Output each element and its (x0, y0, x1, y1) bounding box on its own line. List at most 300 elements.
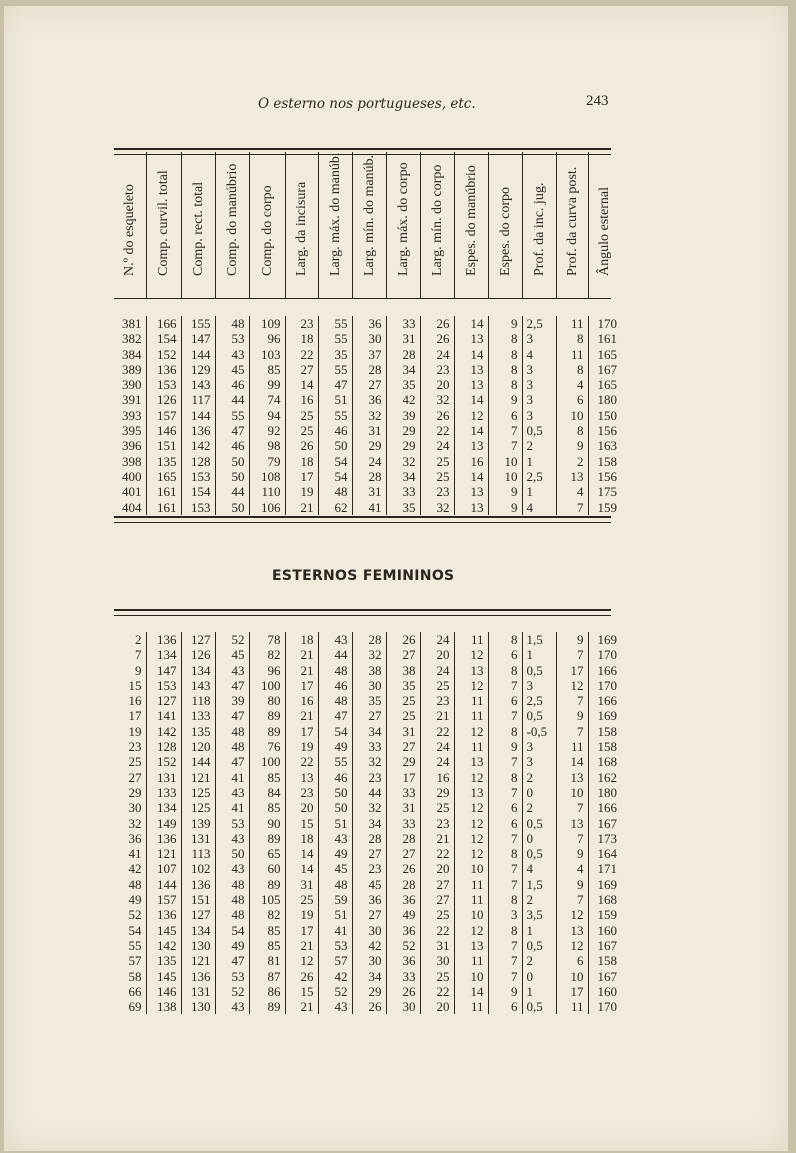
table-cell: 47 (318, 377, 352, 392)
table-cell: 18 (285, 331, 318, 346)
table-cell: 157 (146, 892, 181, 907)
table-cell: 7 (488, 754, 522, 769)
table-cell: 131 (181, 984, 215, 999)
table-cell: 21 (285, 647, 318, 662)
table-cell: 16 (285, 693, 318, 708)
table-cell: 43 (215, 785, 249, 800)
table-cell: 133 (181, 708, 215, 723)
table-cell: 25 (386, 708, 420, 723)
table-cell: 16 (420, 770, 454, 785)
table-cell: 32 (420, 500, 454, 515)
table-cell: 15 (128, 677, 142, 693)
table-cell: 2 (135, 632, 142, 647)
table-cell: 3 (522, 754, 556, 769)
table-cell: 12 (556, 938, 588, 953)
table-cell: 171 (588, 861, 621, 876)
table-cell: 57 (318, 953, 352, 968)
table-cell: 142 (146, 724, 181, 739)
table-cell: 7 (488, 423, 522, 438)
table-cell: 52 (215, 984, 249, 999)
table-cell: 10 (488, 469, 522, 484)
table-cell: 12 (454, 846, 488, 861)
table-cell: 165 (588, 347, 621, 362)
table-cell: 35 (318, 347, 352, 362)
table-cell: 98 (249, 438, 285, 453)
table-cell: 48 (215, 724, 249, 739)
table-cell: 14 (285, 377, 318, 392)
table-cell: 12 (454, 408, 488, 423)
table-cell: 143 (181, 678, 215, 693)
table-cell: 126 (146, 392, 181, 407)
table-cell: 99 (249, 377, 285, 392)
table-cell: 32 (352, 800, 386, 815)
table-cell: 21 (285, 999, 318, 1014)
table-cell: 27 (285, 362, 318, 377)
table-cell: 12 (556, 907, 588, 922)
table-cell: 26 (420, 316, 454, 331)
table-cell: 12 (556, 678, 588, 693)
table-cell: 6 (488, 800, 522, 815)
table-cell: 11 (454, 999, 488, 1014)
table-cell: 41 (215, 800, 249, 815)
header-bottom-rule (114, 298, 611, 299)
table-cell: 32 (352, 754, 386, 769)
table-cell: 8 (488, 632, 522, 647)
table-cell: 9 (556, 877, 588, 892)
table-row (114, 846, 621, 861)
table-cell: 19 (285, 484, 318, 499)
table-cell: 25 (420, 907, 454, 922)
table-cell: 173 (588, 831, 621, 846)
table-cell: 18 (285, 632, 318, 647)
table-cell: 29 (420, 785, 454, 800)
table-cell: 156 (588, 423, 621, 438)
table-cell: 20 (285, 800, 318, 815)
table-cell: 180 (588, 392, 621, 407)
table-cell: 17 (285, 678, 318, 693)
table-cell: 55 (128, 937, 142, 953)
table-cell: 6 (488, 816, 522, 831)
table-cell: 157 (146, 408, 181, 423)
column-header (285, 152, 318, 298)
table-cell: 26 (386, 984, 420, 999)
table-cell: 401 (122, 484, 142, 500)
table-cell: 52 (386, 938, 420, 953)
table-cell: 7 (488, 861, 522, 876)
table-cell: 9 (488, 484, 522, 499)
table-cell: 50 (215, 500, 249, 515)
table-row (114, 500, 621, 515)
table-row (114, 892, 621, 907)
table-cell: 398 (122, 453, 142, 469)
table-cell: 89 (249, 999, 285, 1014)
table-cell: 27 (420, 892, 454, 907)
table-cell: 42 (318, 969, 352, 984)
table-cell: 55 (318, 408, 352, 423)
table-cell: 13 (285, 770, 318, 785)
table-cell: 144 (181, 408, 215, 423)
table-cell: 54 (128, 922, 142, 938)
table-cell: 36 (352, 892, 386, 907)
table-cell: 47 (215, 423, 249, 438)
table-cell: 69 (128, 999, 142, 1015)
table-cell: 48 (318, 484, 352, 499)
table-cell: 7 (488, 678, 522, 693)
table-cell: 89 (249, 708, 285, 723)
table-cell: 7 (488, 438, 522, 453)
table-cell: 16 (285, 392, 318, 407)
table-cell: 38 (352, 663, 386, 678)
table-cell: 102 (181, 861, 215, 876)
table-row (114, 984, 621, 999)
table-cell: 2,5 (522, 316, 556, 331)
table-cell: 2 (522, 438, 556, 453)
table-row (114, 316, 621, 331)
table-cell: 96 (249, 331, 285, 346)
table-cell: 2,5 (522, 469, 556, 484)
table-cell: 23 (420, 816, 454, 831)
table-cell: 27 (386, 846, 420, 861)
table-cell: 31 (352, 484, 386, 499)
table-cell: 43 (215, 347, 249, 362)
table-cell: 29 (128, 784, 142, 800)
table-cell: 26 (285, 438, 318, 453)
table-cell: 26 (352, 999, 386, 1014)
table-cell: 2,5 (522, 693, 556, 708)
table-cell: 14 (454, 469, 488, 484)
table-cell: 6 (488, 647, 522, 662)
table-cell: 52 (318, 984, 352, 999)
table-cell: 48 (318, 663, 352, 678)
table-cell: 6 (488, 693, 522, 708)
table-row (114, 999, 621, 1014)
table-cell: 133 (146, 785, 181, 800)
table-cell: 44 (215, 484, 249, 499)
table-cell: 11 (454, 739, 488, 754)
table-cell: 34 (352, 969, 386, 984)
table-cell: 168 (588, 892, 621, 907)
table-cell: 36 (352, 392, 386, 407)
table-cell: 25 (420, 800, 454, 815)
column-header (318, 152, 352, 298)
table-cell: 51 (318, 392, 352, 407)
table-cell: 139 (181, 816, 215, 831)
table-cell: 13 (556, 469, 588, 484)
table-cell: 30 (352, 678, 386, 693)
table-cell: 169 (588, 632, 621, 647)
table-cell: 37 (352, 347, 386, 362)
table-cell: 12 (454, 800, 488, 815)
table-cell: 54 (215, 923, 249, 938)
table-cell: 46 (318, 423, 352, 438)
table-row (114, 632, 621, 647)
table-cell: 29 (386, 438, 420, 453)
table-cell: 18 (285, 831, 318, 846)
table-cell: 82 (249, 907, 285, 922)
table-cell: 25 (420, 969, 454, 984)
table-cell: 134 (181, 923, 215, 938)
table-cell: 143 (181, 377, 215, 392)
table-cell: 7 (556, 831, 588, 846)
table-cell: 9 (488, 316, 522, 331)
table-cell: 14 (285, 846, 318, 861)
table-cell: 136 (181, 423, 215, 438)
table-cell: 24 (420, 438, 454, 453)
table-cell: 35 (386, 377, 420, 392)
table-cell: 48 (215, 877, 249, 892)
table-cell: 14 (454, 984, 488, 999)
table-cell: 57 (128, 953, 142, 969)
table-cell: 147 (181, 331, 215, 346)
table-cell: 108 (249, 469, 285, 484)
table-cell: 30 (352, 923, 386, 938)
table-cell: 9 (488, 500, 522, 515)
table-cell: 128 (181, 454, 215, 469)
table-cell: 28 (352, 831, 386, 846)
table-row (114, 408, 621, 423)
table-cell: 26 (386, 632, 420, 647)
table-cell: 8 (488, 724, 522, 739)
table-cell: 134 (146, 647, 181, 662)
table-cell: 11 (454, 892, 488, 907)
table-cell: 13 (454, 785, 488, 800)
table-cell: 125 (181, 785, 215, 800)
table-cell: 29 (352, 438, 386, 453)
table-cell: 8 (488, 770, 522, 785)
column-header (420, 152, 454, 298)
table-cell: 161 (146, 500, 181, 515)
table-cell: 118 (181, 693, 215, 708)
table-cell: 131 (146, 770, 181, 785)
table-cell: 24 (420, 663, 454, 678)
table-cell: 31 (285, 877, 318, 892)
table-cell: 23 (420, 362, 454, 377)
table-cell: 11 (556, 316, 588, 331)
table-cell: 8 (488, 347, 522, 362)
table-cell: 14 (454, 423, 488, 438)
table-cell: 50 (318, 800, 352, 815)
table-cell: 18 (285, 454, 318, 469)
table-cell: 166 (146, 316, 181, 331)
table-cell: 9 (488, 392, 522, 407)
table-cell: 23 (285, 785, 318, 800)
table-cell: 24 (420, 739, 454, 754)
table-cell: 30 (352, 953, 386, 968)
table-row (114, 923, 621, 938)
table-cell: 27 (128, 769, 142, 785)
table-cell: 125 (181, 800, 215, 815)
table-cell: 24 (420, 754, 454, 769)
table-cell: 160 (588, 923, 621, 938)
table-cell: 4 (522, 500, 556, 515)
table-cell: 26 (420, 331, 454, 346)
table-cell: 147 (146, 663, 181, 678)
table-row (114, 438, 621, 453)
table-cell: 25 (285, 892, 318, 907)
table-cell: 3 (522, 392, 556, 407)
table-cell: 136 (146, 362, 181, 377)
female-table-top-rule (114, 609, 611, 616)
table-cell: 105 (249, 892, 285, 907)
table-cell: 2 (522, 892, 556, 907)
table-cell: 17 (285, 923, 318, 938)
table-cell: 42 (352, 938, 386, 953)
table-cell: 34 (386, 362, 420, 377)
table-cell: 79 (249, 454, 285, 469)
table-cell: 389 (122, 361, 142, 377)
table-cell: 161 (588, 331, 621, 346)
table-cell: 82 (249, 647, 285, 662)
table-cell: 14 (454, 316, 488, 331)
table-cell: 136 (181, 877, 215, 892)
table-row (114, 484, 621, 499)
table-cell: 28 (352, 632, 386, 647)
table-cell: 381 (122, 316, 142, 331)
table-cell: 159 (588, 907, 621, 922)
female-sternum-table (114, 632, 621, 1014)
table-cell: 9 (556, 846, 588, 861)
table-cell: 3,5 (522, 907, 556, 922)
table-cell: 7 (556, 500, 588, 515)
table-cell: 31 (420, 938, 454, 953)
table-cell: 45 (215, 647, 249, 662)
table-cell: 41 (318, 923, 352, 938)
table-cell: 27 (386, 739, 420, 754)
table-cell: 3 (522, 377, 556, 392)
table-cell: 46 (215, 438, 249, 453)
table-cell: 12 (454, 831, 488, 846)
table-cell: 384 (122, 346, 142, 362)
table-cell: 89 (249, 724, 285, 739)
table-cell: 4 (556, 484, 588, 499)
table-cell: 7 (556, 647, 588, 662)
table-cell: 1 (522, 984, 556, 999)
table-cell: 9 (488, 739, 522, 754)
column-header (522, 152, 556, 298)
table-cell: 55 (318, 362, 352, 377)
table-cell: 65 (249, 846, 285, 861)
table-cell: 0,5 (522, 999, 556, 1014)
table-cell: 136 (146, 831, 181, 846)
table-cell: 155 (181, 316, 215, 331)
table-cell: 31 (386, 331, 420, 346)
table-cell: 46 (318, 678, 352, 693)
table-cell: 21 (420, 831, 454, 846)
table-cell: 50 (215, 846, 249, 861)
table-cell: 0 (522, 785, 556, 800)
table-row (114, 392, 621, 407)
table-cell: 12 (285, 953, 318, 968)
table-cell: 15 (285, 816, 318, 831)
table-cell: 156 (588, 469, 621, 484)
table-cell: 17 (128, 708, 142, 724)
table-cell: 13 (454, 500, 488, 515)
table-cell: 53 (215, 331, 249, 346)
table-cell: 12 (454, 678, 488, 693)
table-cell: 13 (454, 362, 488, 377)
table-row (114, 969, 621, 984)
table-cell: 21 (285, 938, 318, 953)
table-cell: 13 (556, 923, 588, 938)
table-cell: 42 (128, 861, 142, 877)
table-cell: 120 (181, 739, 215, 754)
table-cell: 135 (146, 953, 181, 968)
table-cell: 153 (181, 500, 215, 515)
table-cell: 128 (146, 739, 181, 754)
column-header-label: Ângulo esternal (597, 186, 612, 276)
table-cell: 25 (420, 678, 454, 693)
table-cell: 6 (488, 408, 522, 423)
table-cell: 29 (386, 423, 420, 438)
table-cell: 167 (588, 969, 621, 984)
table-cell: 43 (215, 663, 249, 678)
table-cell: 17 (285, 469, 318, 484)
table-cell: 1 (522, 484, 556, 499)
table-cell: 27 (386, 647, 420, 662)
table-cell: 86 (249, 984, 285, 999)
table-cell: 153 (146, 678, 181, 693)
column-header-label: Prof. da curva post. (564, 166, 580, 276)
table-cell: 13 (454, 484, 488, 499)
table-row (114, 938, 621, 953)
table-cell: 55 (215, 408, 249, 423)
table-cell: 166 (588, 800, 621, 815)
table-cell: 49 (215, 938, 249, 953)
column-header (146, 152, 181, 298)
table-cell: 92 (249, 423, 285, 438)
table-row (114, 331, 621, 346)
table-cell: 7 (488, 969, 522, 984)
table-cell: 158 (588, 739, 621, 754)
table-cell: 22 (420, 984, 454, 999)
table-cell: 11 (556, 739, 588, 754)
table-cell: 144 (181, 347, 215, 362)
table-cell: 151 (181, 892, 215, 907)
table-cell: 11 (454, 693, 488, 708)
table-cell: 159 (588, 500, 621, 515)
table-cell: 100 (249, 754, 285, 769)
table-cell: 144 (146, 877, 181, 892)
table-cell: 134 (146, 800, 181, 815)
table-cell: 59 (318, 892, 352, 907)
table-row (114, 423, 621, 438)
column-header (488, 152, 522, 298)
table-cell: 13 (454, 938, 488, 953)
table-cell: 25 (285, 423, 318, 438)
table-cell: 34 (386, 469, 420, 484)
column-header-label: Larg. máx. do corpo (395, 162, 411, 276)
table-cell: 20 (420, 999, 454, 1014)
table-cell: 162 (588, 770, 621, 785)
table-cell: 11 (556, 999, 588, 1014)
table-row (114, 800, 621, 815)
table-cell: 11 (454, 632, 488, 647)
table-cell: 151 (146, 438, 181, 453)
table-cell: 55 (318, 754, 352, 769)
table-cell: 141 (146, 708, 181, 723)
table-cell: 23 (352, 861, 386, 876)
table-cell: 6 (556, 392, 588, 407)
table-cell: 29 (352, 984, 386, 999)
column-header-label: Comp. curvil. total (156, 170, 171, 276)
table-cell: 60 (249, 861, 285, 876)
column-header (352, 152, 386, 298)
table-cell: 39 (215, 693, 249, 708)
table-cell: 29 (386, 754, 420, 769)
table-cell: 131 (181, 831, 215, 846)
running-header-title: O esterno nos portugueses, etc. (258, 96, 476, 112)
table-cell: 396 (122, 438, 142, 454)
